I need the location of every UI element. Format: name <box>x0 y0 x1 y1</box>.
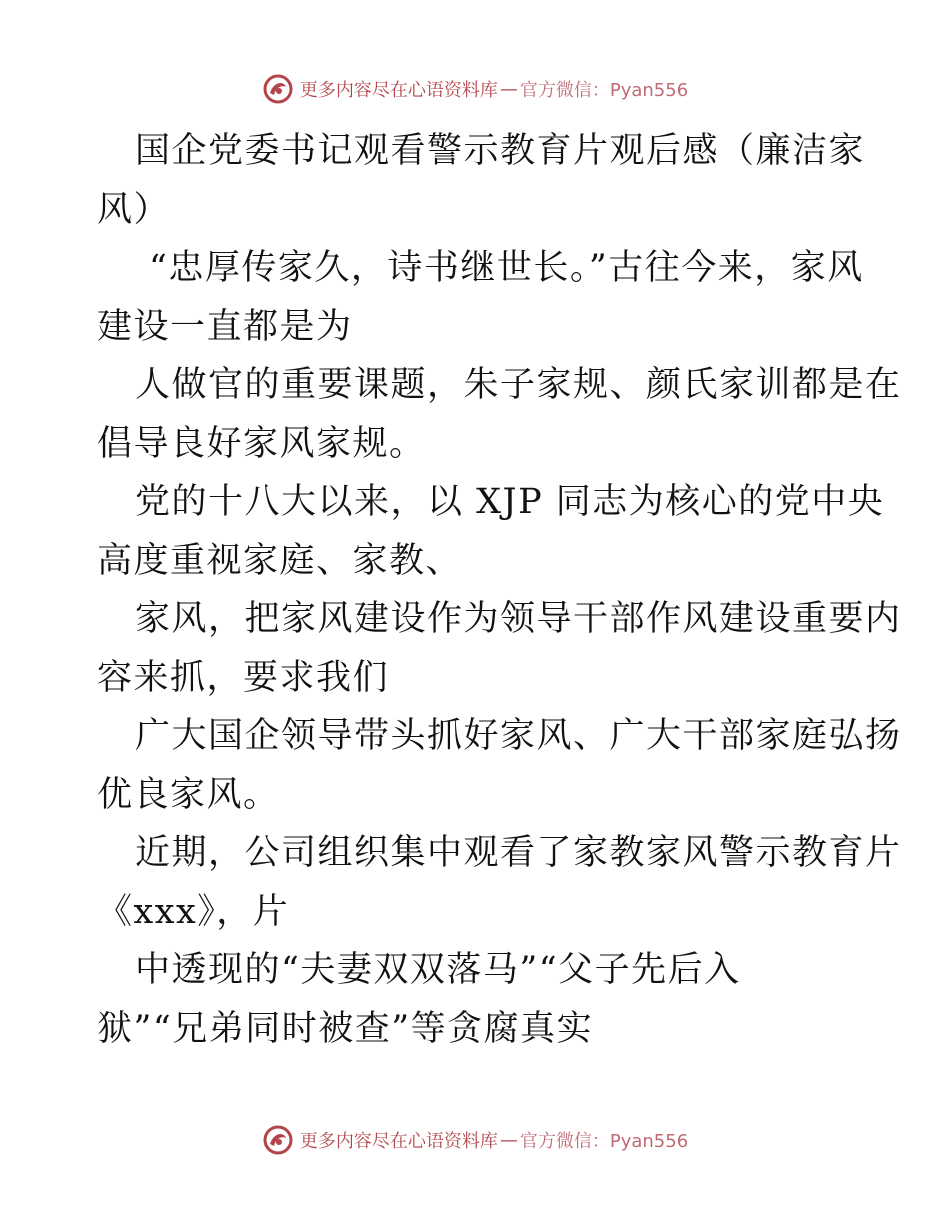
doc-line: 建设一直都是为 <box>97 306 353 347</box>
watermark-wechat-text: 官方微信：Pyan556 <box>519 80 689 101</box>
doc-line: 《xxx》，片 <box>97 891 290 932</box>
header-watermark <box>0 71 950 107</box>
document-body <box>97 122 902 1058</box>
doc-title-line-1: 国企党委书记观看警示教育片观后感（廉洁家 <box>135 131 866 171</box>
doc-line: 家风，把家风建设作为领导干部作风建设重要内 <box>135 599 902 639</box>
doc-line: 狱”“兄弟同时被查”等贪腐真实 <box>97 1008 594 1049</box>
doc-line: 容来抓，要求我们 <box>97 657 390 698</box>
watermark-separator: — <box>499 1129 518 1151</box>
doc-line: 高度重视家庭、家教、 <box>97 540 463 581</box>
watermark-wechat-text: 官方微信：Pyan556 <box>519 1131 689 1152</box>
red-swirl-logo-icon <box>262 73 294 105</box>
doc-line: “忠厚传家久，诗书继世长。”古往今来，家风 <box>149 248 864 288</box>
doc-line: 党的十八大以来，以 XJP 同志为核心的党中央 <box>135 482 885 522</box>
doc-line: 中透现的“夫妻双双落马”“父子先后入 <box>135 950 741 990</box>
doc-line: 广大国企领导带头抓好家风、广大干部家庭弘扬 <box>135 716 902 756</box>
doc-line: 人做官的重要课题，朱子家规、颜氏家训都是在 <box>135 365 902 405</box>
watermark-site-text: 更多内容尽在心语资料库 <box>299 80 498 101</box>
doc-title-line-2: 风） <box>97 189 171 230</box>
doc-line: 近期，公司组织集中观看了家教家风警示教育片 <box>135 833 902 873</box>
doc-line: 倡导良好家风家规。 <box>97 423 426 464</box>
red-swirl-logo-icon <box>262 1124 294 1156</box>
watermark-site-text: 更多内容尽在心语资料库 <box>299 1131 498 1152</box>
watermark-separator: — <box>499 78 518 100</box>
footer-watermark <box>0 1122 950 1158</box>
doc-line: 优良家风。 <box>97 774 280 815</box>
